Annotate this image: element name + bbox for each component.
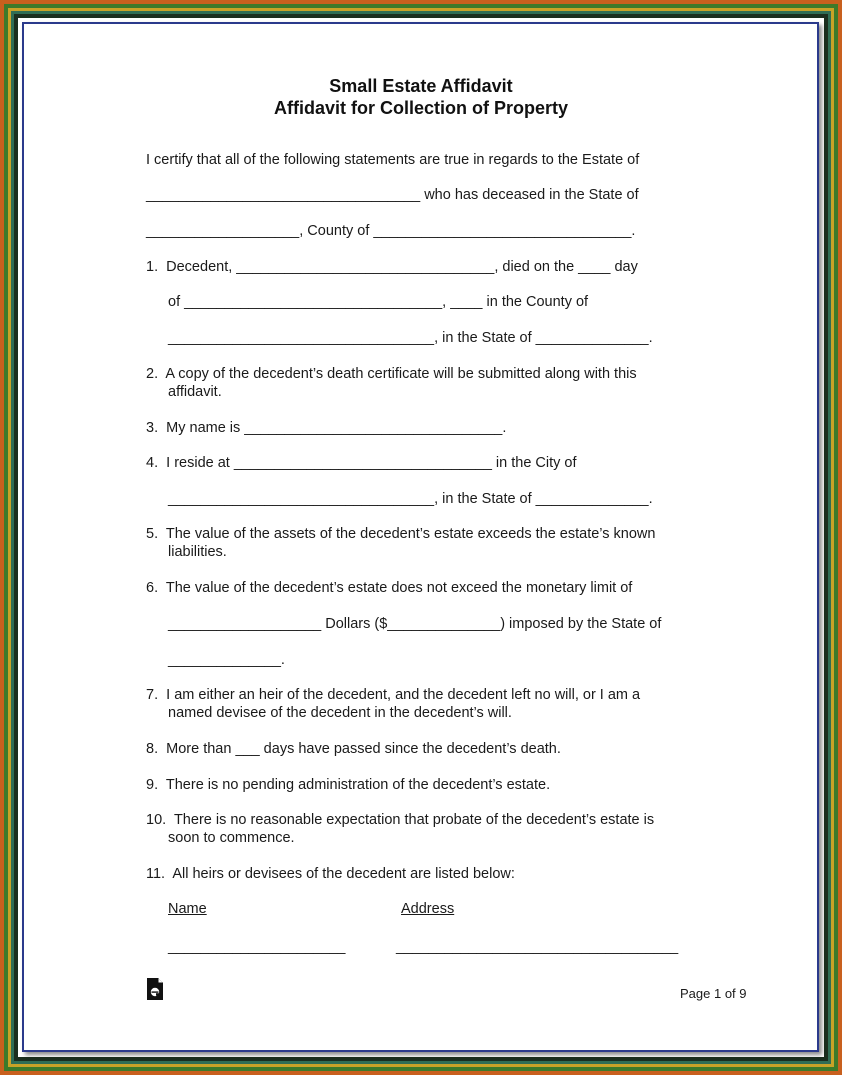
item-1-line-1: 1. Decedent, ________________________________, died on the ____ day <box>146 259 638 275</box>
intro-line-1: I certify that all of the following statements are true in regards to the Estate of <box>146 152 640 168</box>
item-6-line-1: 6. The value of the decedent’s estate does not exceed the monetary limit of <box>146 580 633 596</box>
item-11-line-1: 11. All heirs or devisees of the decedent are listed below: <box>146 866 515 882</box>
item-8-line-1: 8. More than ___ days have passed since the decedent’s death. <box>146 741 561 757</box>
document-logo-icon <box>146 977 164 1001</box>
page-number: Page 1 of 9 <box>680 986 747 1001</box>
item-2-line-1: 2. A copy of the decedent’s death certificate will be submitted along with this <box>146 366 637 382</box>
item-7-line-2: named devisee of the decedent in the decedent’s will. <box>168 705 512 721</box>
intro-line-3: ___________________, County of ________________________________. <box>146 223 636 239</box>
item-6-line-2: ___________________ Dollars ($______________) imposed by the State of <box>168 616 662 632</box>
item-7-line-1: 7. I am either an heir of the decedent, and the decedent left no will, or I am a <box>146 687 641 703</box>
item-5-line-2: liabilities. <box>168 544 227 560</box>
heirs-address-blank: ___________________________________ <box>396 939 679 955</box>
item-5-line-1: 5. The value of the assets of the decedent’s estate exceeds the estate’s known <box>146 526 656 542</box>
item-10-line-2: soon to commence. <box>168 830 295 846</box>
item-2-line-2: affidavit. <box>168 384 222 400</box>
item-6-line-3: ______________. <box>168 652 285 668</box>
item-4-line-2: _________________________________, in the State of ______________. <box>168 491 653 507</box>
item-4-line-1: 4. I reside at ________________________________ in the City of <box>146 455 577 471</box>
heirs-address-header: Address <box>401 901 455 917</box>
heirs-name-blank: ______________________ <box>168 939 346 955</box>
item-1-line-2: of ________________________________, ____ in the County of <box>168 294 589 310</box>
item-10-line-1: 10. There is no reasonable expectation that probate of the decedent’s estate is <box>146 812 655 828</box>
document-title: Small Estate Affidavit <box>329 76 513 96</box>
item-3-line-1: 3. My name is ________________________________. <box>146 420 507 436</box>
heirs-name-header: Name <box>168 901 207 917</box>
item-1-line-3: _________________________________, in the State of ______________. <box>168 330 653 346</box>
intro-line-2: __________________________________ who has deceased in the State of <box>146 187 639 203</box>
document-subtitle: Affidavit for Collection of Property <box>273 98 568 118</box>
item-9-line-1: 9. There is no pending administration of the decedent’s estate. <box>146 777 551 793</box>
